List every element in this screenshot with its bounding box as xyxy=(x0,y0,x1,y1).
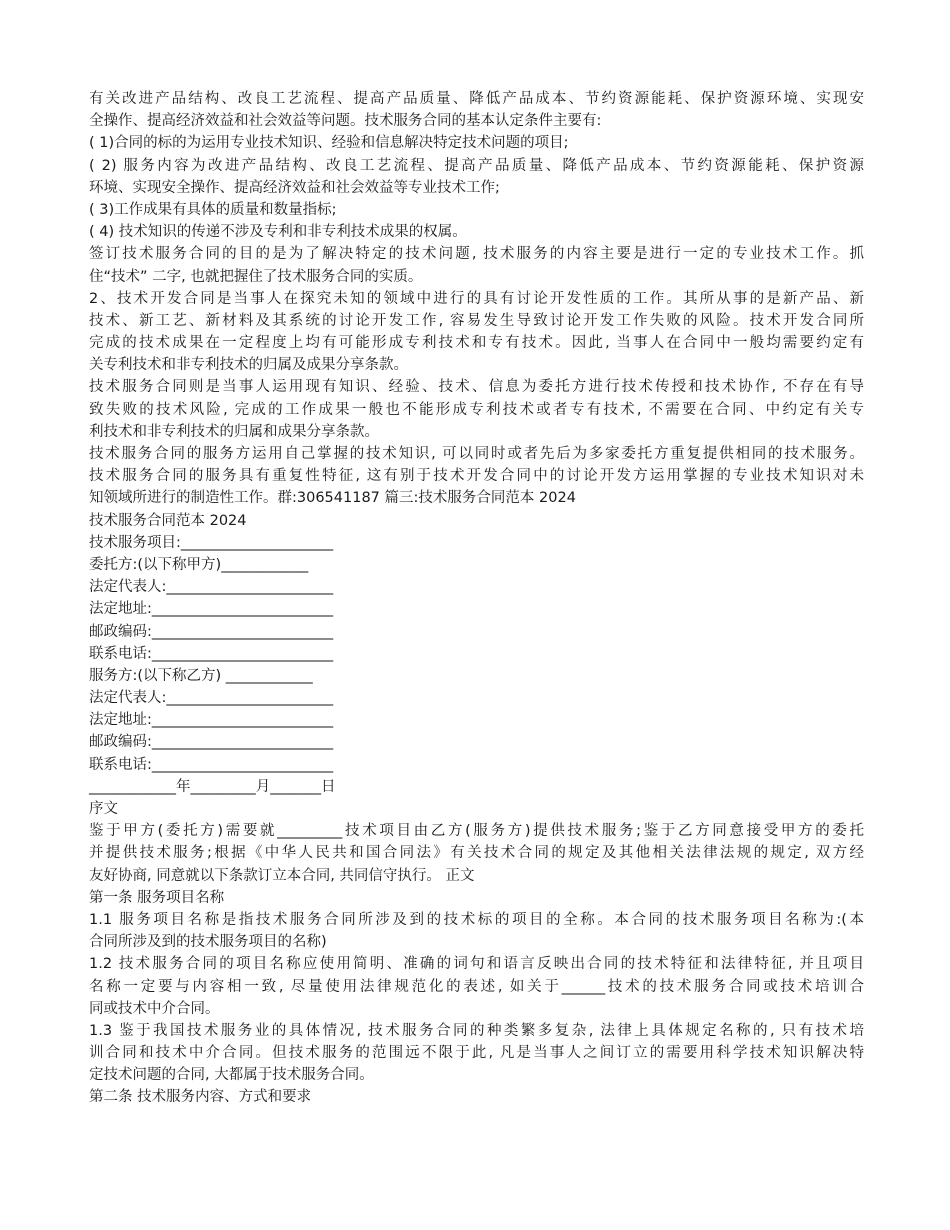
text-line: 有关改进产品结构、改良工艺流程、提高产品质量、降低产品成本、节约资源能耗、保护资源环境、实现安 xyxy=(89,91,864,107)
text-line: 1.2 技术服务合同的项目名称应使用简明、准确的词句和语言反映出合同的技术特征和法律特征, 并且项目 xyxy=(89,956,864,973)
text-line: 利技术和非专利技术的归属和成果分享条款。 xyxy=(89,423,379,440)
text-line: 住“技术” 二字, 也就把握住了技术服务合同的实质。 xyxy=(89,268,423,285)
text-line: 序文 xyxy=(89,801,118,817)
text-line: 联系电话:_________________________ xyxy=(89,756,334,773)
text-line: 法定代表人:_______________________ xyxy=(89,690,334,707)
text-line: 法定地址:_________________________ xyxy=(89,712,334,729)
text-line: 并提供技术服务;根据《中华人民共和国合同法》有关技术合同的规定及其他相关法律法规的规定, 双方经 xyxy=(89,845,864,862)
text-line: 联系电话:_________________________ xyxy=(89,645,334,662)
text-line: 1.1 服务项目名称是指技术服务合同所涉及到的技术标的项目的全称。本合同的技术服务项目名称为:(本 xyxy=(89,911,864,928)
text-line: 第二条 技术服务内容、方式和要求 xyxy=(89,1089,312,1106)
text-line: 邮政编码:_________________________ xyxy=(89,734,334,751)
text-line: 技术服务合同的服务方运用自己掌握的技术知识, 可以同时或者先后为多家委托方重复提供相同的技术服务。 xyxy=(89,446,864,462)
text-line: 技术服务合同范本 2024 xyxy=(89,512,247,529)
text-line: ( 1)合同的标的为运用专业技术知识、经验和信息解决特定技术问题的项目; xyxy=(89,135,569,152)
text-line: 技术服务合同的服务具有重复性特征, 这有别于技术开发合同中的讨论开发方运用掌握的专业技术知识对未 xyxy=(89,468,864,485)
text-line: 邮政编码:_________________________ xyxy=(89,623,334,640)
text-line: 委托方:(以下称甲方)____________ xyxy=(89,556,309,573)
text-line: 知领域所进行的制造性工作。群:306541187 篇三:技术服务合同范本 2024 xyxy=(89,490,576,507)
text-line: 名称一定要与内容相一致, 尽量使用法律规范化的表述, 如关于______技术的技术服务合同或技术培训合 xyxy=(89,978,864,995)
text-line: 训合同和技术中介合同。但技术服务的范围远不限于此, 凡是当事人之间订立的需要用科学技术知识解决特 xyxy=(89,1045,864,1062)
text-line: 同或技术中介合同。 xyxy=(89,1000,220,1017)
text-line: 技术服务合同则是当事人运用现有知识、经验、技术、信息为委托方进行技术传授和技术协作, 不存在有导 xyxy=(89,379,864,396)
text-line: 法定代表人:_______________________ xyxy=(89,579,334,596)
text-line: 签订技术服务合同的目的是为了解决特定的技术问题, 技术服务的内容主要是进行一定的专业技术工作。抓 xyxy=(89,246,864,263)
document-page xyxy=(89,88,864,1109)
text-line: 定技术问题的合同, 大都属于技术服务合同。 xyxy=(89,1067,374,1084)
text-line: 第一条 服务项目名称 xyxy=(89,889,225,906)
text-line: 合同所涉及到的技术服务项目的名称) xyxy=(89,934,327,951)
text-line: 完成的技术成果在一定程度上均有可能形成专利技术和专有技术。因此, 当事人在合同中一般均需要约定有 xyxy=(89,335,864,352)
text-line: ( 2) 服务内容为改进产品结构、改良工艺流程、提高产品质量、降低产品成本、节约资源能耗、保护资源 xyxy=(89,157,864,174)
text-line: 鉴于甲方(委托方)需要就_________技术项目由乙方(服务方)提供技术服务;鉴于乙方同意接受甲方的委托 xyxy=(89,823,864,840)
text-line: 关专利技术和非专利技术的归属及成果分享条款。 xyxy=(89,357,408,374)
text-line: 1.3 鉴于我国技术服务业的具体情况, 技术服务合同的种类繁多复杂, 法律上具体规定名称的, 只有技术培 xyxy=(89,1022,864,1039)
text-line: 全操作、提高经济效益和社会效益等问题。技术服务合同的基本认定条件主要有: xyxy=(89,113,602,130)
text-line: 技术服务项目:_____________________ xyxy=(89,534,334,551)
text-line: 技术、新工艺、新材料及其系统的讨论开发工作, 容易发生导致讨论开发工作失败的风险。技术开发合同所 xyxy=(89,312,864,329)
text-line: 法定地址:_________________________ xyxy=(89,601,334,618)
text-line: 环境、实现安全操作、提高经济效益和社会效益等专业技术工作; xyxy=(89,179,500,196)
text-line: 致失败的技术风险, 完成的工作成果一般也不能形成专利技术或者专有技术, 不需要在合同、中约定有关专 xyxy=(89,401,864,418)
text-line: 服务方:(以下称乙方) ____________ xyxy=(89,667,313,684)
text-line: ____________年_________月_______日 xyxy=(89,778,336,795)
text-line: ( 3)工作成果有具体的质量和数量指标; xyxy=(89,201,337,218)
text-line: ( 4) 技术知识的传递不涉及专利和非专利技术成果的权属。 xyxy=(89,224,467,241)
text-line: 友好协商, 同意就以下条款订立本合同, 共同信守执行。 正文 xyxy=(89,867,475,884)
text-line: 2、技术开发合同是当事人在探究未知的领域中进行的具有讨论开发性质的工作。其所从事的是新产品、新 xyxy=(89,290,864,307)
